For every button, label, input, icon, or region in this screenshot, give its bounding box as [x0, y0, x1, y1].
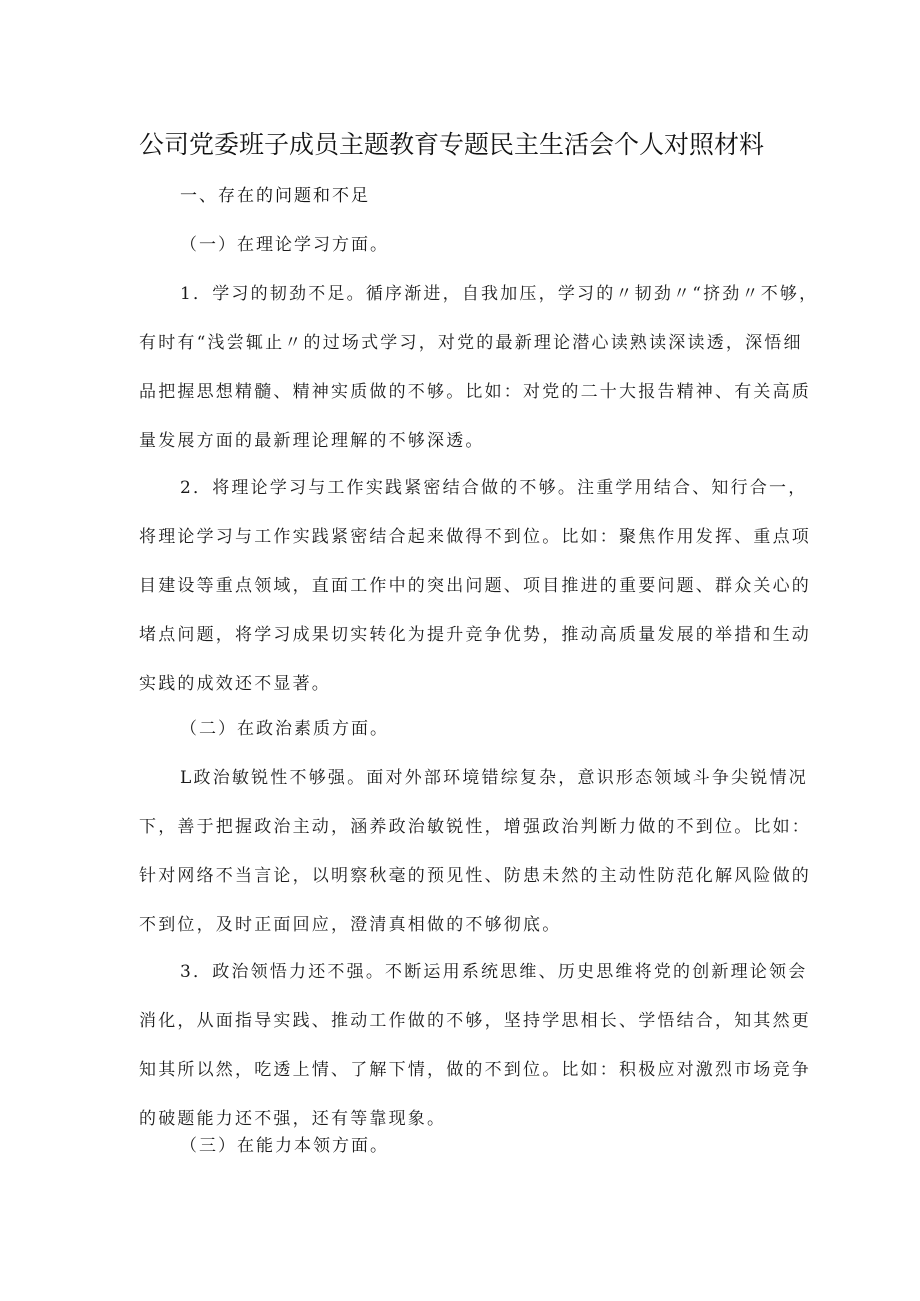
- paragraph-political-understanding: [139, 958, 811, 1154]
- paragraph-line: 将理论学习与工作实践紧密结合起来做得不到位。比如：聚焦作用发挥、重点项: [139, 527, 811, 547]
- paragraph-line: 针对网络不当言论，以明察秋毫的预见性、防患未然的主动性防范化解风险做的: [139, 866, 811, 886]
- paragraph-line: 量发展方面的最新理论理解的不够深透。: [139, 431, 485, 451]
- paragraph-line: L政治敏锐性不够强。面对外部环境错综复杂，意识形态领域斗争尖锐情况: [180, 768, 808, 788]
- subsection-heading-political-quality: （二）在政治素质方面。: [180, 719, 389, 739]
- paragraph-line: 1．学习的韧劲不足。循序渐进，自我加压，学习的〃韧劲〃“挤劲〃不够，: [180, 284, 819, 304]
- paragraph-line: 不到位，及时正面回应，澄清真相做的不够彻底。: [139, 915, 562, 935]
- subsection-heading-theory-study: （一）在理论学习方面。: [180, 235, 389, 255]
- section-heading-problems: 一、存在的问题和不足: [180, 186, 370, 206]
- subsection-heading-ability: （三）在能力本领方面。: [180, 1136, 389, 1156]
- paragraph-line: 2．将理论学习与工作实践紧密结合做的不够。注重学用结合、知行合一，: [180, 478, 808, 498]
- paragraph-study-tenacity: [139, 280, 819, 476]
- paragraph-line: 品把握思想精髓、精神实质做的不够。比如：对党的二十大报告精神、有关高质: [139, 382, 811, 402]
- paragraph-line: 下，善于把握政治主动，涵养政治敏锐性，增强政治判断力做的不到位。比如：: [139, 817, 811, 837]
- document-title: 公司党委班子成员主题教育专题民主生活会个人对照材料: [139, 130, 765, 159]
- paragraph-line: 消化，从面指导实践、推动工作做的不够，坚持学思相长、学悟结合，知其然更: [139, 1011, 811, 1031]
- paragraph-political-sensitivity: [139, 764, 811, 960]
- paragraph-line: 实践的成效还不显著。: [139, 674, 331, 694]
- paragraph-line: 知其所以然，吃透上情、了解下情，做的不到位。比如：积极应对激烈市场竞争: [139, 1060, 811, 1080]
- paragraph-line: 堵点问题，将学习成果切实转化为提升竞争优势，推动高质量发展的举措和生动: [139, 625, 811, 645]
- paragraph-line: 3．政治领悟力还不强。不断运用系统思维、历史思维将党的创新理论领会: [180, 962, 808, 982]
- paragraph-line: 的破题能力还不强，还有等靠现象。: [139, 1109, 447, 1129]
- paragraph-theory-practice: [139, 474, 811, 719]
- paragraph-line: 目建设等重点领域，直面工作中的突出问题、项目推进的重要问题、群众关心的: [139, 576, 811, 596]
- paragraph-line: 有时有“浅尝辄止〃的过场式学习，对党的最新理论潜心读熟读深读透，深悟细: [139, 333, 803, 353]
